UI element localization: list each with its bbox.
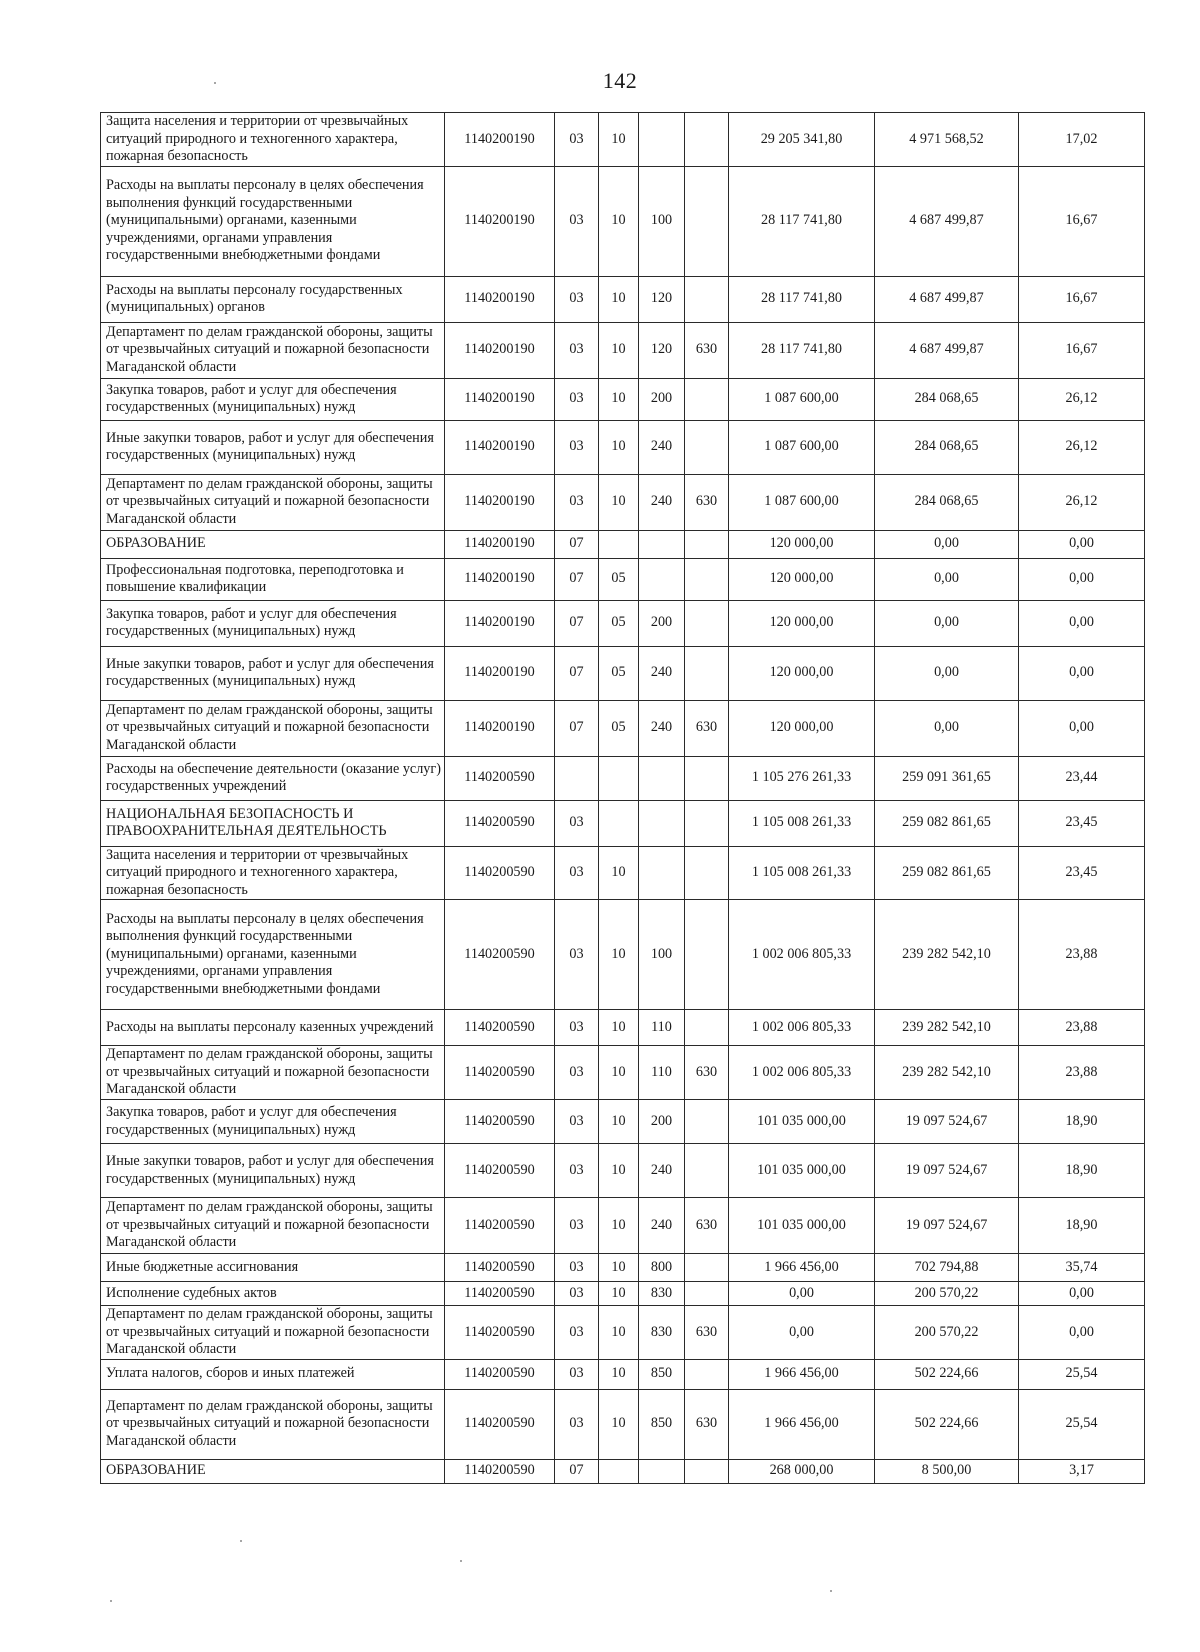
table-row (101, 166, 1145, 276)
row-approved-amount: 268 000,00 (729, 1459, 875, 1483)
row-target-article-code: 1140200190 (445, 600, 555, 646)
row-executed-amount: 259 082 861,65 (875, 800, 1019, 846)
row-description: Департамент по делам гражданской обороны, защиты от чрезвычайных ситуаций и пожарной безопасности Магаданской области (101, 1306, 445, 1360)
row-administrator-code (685, 600, 729, 646)
row-subsection-code: 10 (599, 378, 639, 420)
row-administrator-code (685, 420, 729, 474)
row-administrator-code (685, 756, 729, 800)
row-execution-percent: 26,12 (1019, 420, 1145, 474)
row-target-article-code: 1140200590 (445, 1459, 555, 1483)
row-description: Иные закупки товаров, работ и услуг для обеспечения государственных (муниципальных) нужд (101, 1144, 445, 1198)
row-execution-percent: 18,90 (1019, 1144, 1145, 1198)
row-subsection-code: 10 (599, 1389, 639, 1459)
row-description: Иные закупки товаров, работ и услуг для обеспечения государственных (муниципальных) нужд (101, 420, 445, 474)
scan-speck (240, 1540, 242, 1542)
row-target-article-code: 1140200190 (445, 646, 555, 700)
row-expense-type-code: 110 (639, 1046, 685, 1100)
row-target-article-code: 1140200590 (445, 1046, 555, 1100)
row-section-code: 07 (555, 600, 599, 646)
row-executed-amount: 0,00 (875, 600, 1019, 646)
row-section-code: 03 (555, 1046, 599, 1100)
row-executed-amount: 0,00 (875, 700, 1019, 756)
row-target-article-code: 1140200190 (445, 700, 555, 756)
row-section-code: 07 (555, 558, 599, 600)
row-section-code: 03 (555, 276, 599, 322)
row-executed-amount: 284 068,65 (875, 474, 1019, 530)
row-approved-amount: 120 000,00 (729, 646, 875, 700)
row-section-code: 03 (555, 420, 599, 474)
row-execution-percent: 16,67 (1019, 322, 1145, 378)
row-administrator-code (685, 276, 729, 322)
page-number: 142 (602, 68, 638, 93)
row-description: Иные закупки товаров, работ и услуг для обеспечения государственных (муниципальных) нужд (101, 646, 445, 700)
row-description: Расходы на выплаты персоналу государственных (муниципальных) органов (101, 276, 445, 322)
row-executed-amount: 8 500,00 (875, 1459, 1019, 1483)
table-row (101, 1459, 1145, 1483)
row-subsection-code: 10 (599, 1046, 639, 1100)
row-executed-amount: 284 068,65 (875, 378, 1019, 420)
row-description: Расходы на выплаты персоналу казенных учреждений (101, 1010, 445, 1046)
row-administrator-code: 630 (685, 474, 729, 530)
table-row (101, 1282, 1145, 1306)
budget-execution-table (100, 112, 1145, 1484)
row-target-article-code: 1140200590 (445, 1198, 555, 1254)
row-subsection-code: 10 (599, 1359, 639, 1389)
row-section-code: 03 (555, 1389, 599, 1459)
row-execution-percent: 23,45 (1019, 846, 1145, 900)
row-administrator-code (685, 1144, 729, 1198)
row-executed-amount: 200 570,22 (875, 1306, 1019, 1360)
row-administrator-code: 630 (685, 700, 729, 756)
row-expense-type-code: 100 (639, 166, 685, 276)
row-section-code: 07 (555, 700, 599, 756)
row-section-code: 03 (555, 1010, 599, 1046)
row-subsection-code: 10 (599, 1282, 639, 1306)
row-execution-percent: 0,00 (1019, 600, 1145, 646)
row-approved-amount: 1 002 006 805,33 (729, 900, 875, 1010)
row-execution-percent: 23,44 (1019, 756, 1145, 800)
scan-speck (460, 1560, 462, 1562)
row-section-code: 03 (555, 900, 599, 1010)
row-execution-percent: 0,00 (1019, 700, 1145, 756)
row-expense-type-code: 830 (639, 1282, 685, 1306)
row-section-code: 03 (555, 1254, 599, 1282)
row-subsection-code: 10 (599, 1198, 639, 1254)
row-executed-amount: 200 570,22 (875, 1282, 1019, 1306)
row-section-code: 03 (555, 113, 599, 167)
row-section-code: 03 (555, 378, 599, 420)
row-approved-amount: 101 035 000,00 (729, 1144, 875, 1198)
row-subsection-code: 10 (599, 1254, 639, 1282)
row-approved-amount: 1 966 456,00 (729, 1389, 875, 1459)
row-target-article-code: 1140200190 (445, 558, 555, 600)
row-description: Расходы на обеспечение деятельности (оказание услуг) государственных учреждений (101, 756, 445, 800)
row-executed-amount: 4 687 499,87 (875, 166, 1019, 276)
row-target-article-code: 1140200190 (445, 530, 555, 558)
row-execution-percent: 16,67 (1019, 166, 1145, 276)
row-description: Закупка товаров, работ и услуг для обеспечения государственных (муниципальных) нужд (101, 378, 445, 420)
row-target-article-code: 1140200590 (445, 846, 555, 900)
row-description: Расходы на выплаты персоналу в целях обеспечения выполнения функций государственными (муниципальными) органами, казенными учреждениями, органами управления государственными внебюджетными фондами (101, 900, 445, 1010)
table-row (101, 474, 1145, 530)
row-description: Департамент по делам гражданской обороны, защиты от чрезвычайных ситуаций и пожарной безопасности Магаданской области (101, 322, 445, 378)
row-administrator-code (685, 1359, 729, 1389)
row-subsection-code: 05 (599, 600, 639, 646)
row-approved-amount: 101 035 000,00 (729, 1100, 875, 1144)
row-subsection-code: 10 (599, 846, 639, 900)
row-description: Исполнение судебных актов (101, 1282, 445, 1306)
row-section-code: 03 (555, 1306, 599, 1360)
row-approved-amount: 0,00 (729, 1306, 875, 1360)
row-administrator-code (685, 113, 729, 167)
row-approved-amount: 1 966 456,00 (729, 1254, 875, 1282)
row-approved-amount: 28 117 741,80 (729, 322, 875, 378)
row-administrator-code (685, 646, 729, 700)
row-approved-amount: 1 087 600,00 (729, 420, 875, 474)
row-executed-amount: 4 687 499,87 (875, 322, 1019, 378)
row-target-article-code: 1140200190 (445, 322, 555, 378)
row-section-code: 03 (555, 1198, 599, 1254)
row-expense-type-code: 800 (639, 1254, 685, 1282)
row-subsection-code: 10 (599, 900, 639, 1010)
row-executed-amount: 0,00 (875, 530, 1019, 558)
row-expense-type-code: 200 (639, 378, 685, 420)
row-description: ОБРАЗОВАНИЕ (101, 530, 445, 558)
row-target-article-code: 1140200590 (445, 1254, 555, 1282)
row-execution-percent: 0,00 (1019, 1282, 1145, 1306)
table-row (101, 113, 1145, 167)
row-target-article-code: 1140200190 (445, 166, 555, 276)
row-description: Департамент по делам гражданской обороны, защиты от чрезвычайных ситуаций и пожарной безопасности Магаданской области (101, 1389, 445, 1459)
row-execution-percent: 26,12 (1019, 378, 1145, 420)
row-subsection-code: 05 (599, 558, 639, 600)
table-row (101, 700, 1145, 756)
scan-speck (110, 1600, 112, 1602)
row-approved-amount: 120 000,00 (729, 700, 875, 756)
row-execution-percent: 0,00 (1019, 558, 1145, 600)
row-subsection-code: 10 (599, 276, 639, 322)
table-row (101, 1046, 1145, 1100)
row-section-code: 03 (555, 1100, 599, 1144)
row-execution-percent: 35,74 (1019, 1254, 1145, 1282)
row-subsection-code: 10 (599, 420, 639, 474)
row-expense-type-code (639, 530, 685, 558)
row-subsection-code: 10 (599, 166, 639, 276)
row-executed-amount: 259 082 861,65 (875, 846, 1019, 900)
row-administrator-code: 630 (685, 322, 729, 378)
row-section-code: 07 (555, 646, 599, 700)
row-approved-amount: 1 966 456,00 (729, 1359, 875, 1389)
table-row (101, 1144, 1145, 1198)
row-expense-type-code: 240 (639, 474, 685, 530)
row-description: Закупка товаров, работ и услуг для обеспечения государственных (муниципальных) нужд (101, 600, 445, 646)
row-approved-amount: 120 000,00 (729, 600, 875, 646)
row-approved-amount: 120 000,00 (729, 530, 875, 558)
row-section-code: 03 (555, 846, 599, 900)
table-row (101, 1359, 1145, 1389)
table-row (101, 1010, 1145, 1046)
row-target-article-code: 1140200590 (445, 800, 555, 846)
row-approved-amount: 1 105 276 261,33 (729, 756, 875, 800)
row-description: Иные бюджетные ассигнования (101, 1254, 445, 1282)
row-administrator-code (685, 530, 729, 558)
table-row (101, 1100, 1145, 1144)
row-subsection-code (599, 756, 639, 800)
row-executed-amount: 239 282 542,10 (875, 900, 1019, 1010)
row-administrator-code (685, 166, 729, 276)
row-execution-percent: 23,88 (1019, 900, 1145, 1010)
row-executed-amount: 0,00 (875, 558, 1019, 600)
row-execution-percent: 0,00 (1019, 530, 1145, 558)
row-approved-amount: 28 117 741,80 (729, 166, 875, 276)
row-description: НАЦИОНАЛЬНАЯ БЕЗОПАСНОСТЬ И ПРАВООХРАНИТЕЛЬНАЯ ДЕЯТЕЛЬНОСТЬ (101, 800, 445, 846)
row-target-article-code: 1140200190 (445, 474, 555, 530)
row-target-article-code: 1140200590 (445, 1010, 555, 1046)
row-approved-amount: 0,00 (729, 1282, 875, 1306)
row-description: Закупка товаров, работ и услуг для обеспечения государственных (муниципальных) нужд (101, 1100, 445, 1144)
table-row (101, 756, 1145, 800)
row-target-article-code: 1140200590 (445, 1359, 555, 1389)
table-row (101, 846, 1145, 900)
row-expense-type-code: 200 (639, 1100, 685, 1144)
row-description: ОБРАЗОВАНИЕ (101, 1459, 445, 1483)
row-section-code (555, 756, 599, 800)
row-executed-amount: 4 971 568,52 (875, 113, 1019, 167)
row-expense-type-code (639, 1459, 685, 1483)
table-row (101, 322, 1145, 378)
row-expense-type-code: 830 (639, 1306, 685, 1360)
row-target-article-code: 1140200590 (445, 1144, 555, 1198)
row-description: Расходы на выплаты персоналу в целях обеспечения выполнения функций государственными (муниципальными) органами, казенными учреждениями, органами управления государственными внебюджетными фондами (101, 166, 445, 276)
table-row (101, 558, 1145, 600)
row-expense-type-code (639, 558, 685, 600)
row-target-article-code: 1140200590 (445, 900, 555, 1010)
row-section-code: 03 (555, 1282, 599, 1306)
row-expense-type-code: 850 (639, 1359, 685, 1389)
row-execution-percent: 26,12 (1019, 474, 1145, 530)
row-target-article-code: 1140200590 (445, 1100, 555, 1144)
row-execution-percent: 16,67 (1019, 276, 1145, 322)
table-row (101, 530, 1145, 558)
row-executed-amount: 239 282 542,10 (875, 1010, 1019, 1046)
row-subsection-code: 10 (599, 113, 639, 167)
row-execution-percent: 0,00 (1019, 646, 1145, 700)
table-row (101, 600, 1145, 646)
row-approved-amount: 29 205 341,80 (729, 113, 875, 167)
row-description: Департамент по делам гражданской обороны, защиты от чрезвычайных ситуаций и пожарной безопасности Магаданской области (101, 474, 445, 530)
row-execution-percent: 23,88 (1019, 1046, 1145, 1100)
row-executed-amount: 259 091 361,65 (875, 756, 1019, 800)
row-expense-type-code: 240 (639, 1144, 685, 1198)
row-subsection-code: 10 (599, 1144, 639, 1198)
table-body (101, 113, 1145, 1484)
row-administrator-code (685, 1010, 729, 1046)
row-subsection-code (599, 1459, 639, 1483)
row-description: Департамент по делам гражданской обороны, защиты от чрезвычайных ситуаций и пожарной безопасности Магаданской области (101, 700, 445, 756)
row-section-code: 03 (555, 1359, 599, 1389)
row-section-code: 03 (555, 800, 599, 846)
row-administrator-code: 630 (685, 1389, 729, 1459)
row-executed-amount: 502 224,66 (875, 1389, 1019, 1459)
row-target-article-code: 1140200590 (445, 1389, 555, 1459)
row-execution-percent: 23,45 (1019, 800, 1145, 846)
row-approved-amount: 28 117 741,80 (729, 276, 875, 322)
row-executed-amount: 19 097 524,67 (875, 1144, 1019, 1198)
row-expense-type-code: 200 (639, 600, 685, 646)
row-target-article-code: 1140200190 (445, 420, 555, 474)
row-expense-type-code: 120 (639, 322, 685, 378)
row-executed-amount: 284 068,65 (875, 420, 1019, 474)
table-row (101, 1389, 1145, 1459)
row-section-code: 03 (555, 1144, 599, 1198)
row-expense-type-code (639, 800, 685, 846)
row-approved-amount: 1 087 600,00 (729, 474, 875, 530)
row-description: Защита населения и территории от чрезвычайных ситуаций природного и техногенного характера, пожарная безопасность (101, 113, 445, 167)
row-approved-amount: 1 105 008 261,33 (729, 800, 875, 846)
row-section-code: 07 (555, 1459, 599, 1483)
row-executed-amount: 702 794,88 (875, 1254, 1019, 1282)
row-administrator-code: 630 (685, 1046, 729, 1100)
row-approved-amount: 1 002 006 805,33 (729, 1046, 875, 1100)
row-section-code: 03 (555, 166, 599, 276)
row-administrator-code (685, 558, 729, 600)
row-expense-type-code: 240 (639, 1198, 685, 1254)
row-description: Защита населения и территории от чрезвычайных ситуаций природного и техногенного характера, пожарная безопасность (101, 846, 445, 900)
row-administrator-code (685, 800, 729, 846)
row-subsection-code: 10 (599, 474, 639, 530)
row-expense-type-code (639, 113, 685, 167)
row-expense-type-code: 240 (639, 420, 685, 474)
row-target-article-code: 1140200590 (445, 1306, 555, 1360)
row-approved-amount: 1 087 600,00 (729, 378, 875, 420)
row-subsection-code: 10 (599, 1010, 639, 1046)
row-expense-type-code: 110 (639, 1010, 685, 1046)
row-administrator-code (685, 1459, 729, 1483)
row-subsection-code: 05 (599, 700, 639, 756)
row-executed-amount: 19 097 524,67 (875, 1198, 1019, 1254)
row-executed-amount: 0,00 (875, 646, 1019, 700)
row-expense-type-code: 240 (639, 646, 685, 700)
row-expense-type-code (639, 756, 685, 800)
row-execution-percent: 25,54 (1019, 1389, 1145, 1459)
row-section-code: 07 (555, 530, 599, 558)
row-expense-type-code: 850 (639, 1389, 685, 1459)
row-description: Уплата налогов, сборов и иных платежей (101, 1359, 445, 1389)
row-administrator-code (685, 900, 729, 1010)
row-description: Департамент по делам гражданской обороны, защиты от чрезвычайных ситуаций и пожарной безопасности Магаданской области (101, 1198, 445, 1254)
row-execution-percent: 17,02 (1019, 113, 1145, 167)
row-target-article-code: 1140200590 (445, 1282, 555, 1306)
table-row (101, 900, 1145, 1010)
row-execution-percent: 23,88 (1019, 1010, 1145, 1046)
table-row (101, 800, 1145, 846)
scan-speck (214, 82, 216, 84)
row-executed-amount: 4 687 499,87 (875, 276, 1019, 322)
row-target-article-code: 1140200190 (445, 113, 555, 167)
row-administrator-code (685, 1254, 729, 1282)
row-approved-amount: 1 002 006 805,33 (729, 1010, 875, 1046)
row-administrator-code: 630 (685, 1306, 729, 1360)
row-administrator-code (685, 378, 729, 420)
row-subsection-code: 10 (599, 1100, 639, 1144)
row-execution-percent: 18,90 (1019, 1100, 1145, 1144)
row-approved-amount: 1 105 008 261,33 (729, 846, 875, 900)
table-row (101, 378, 1145, 420)
row-approved-amount: 120 000,00 (729, 558, 875, 600)
row-description: Профессиональная подготовка, переподготовка и повышение квалификации (101, 558, 445, 600)
row-administrator-code (685, 1100, 729, 1144)
row-administrator-code: 630 (685, 1198, 729, 1254)
row-administrator-code (685, 1282, 729, 1306)
row-section-code: 03 (555, 474, 599, 530)
table-row (101, 420, 1145, 474)
row-expense-type-code: 240 (639, 700, 685, 756)
row-target-article-code: 1140200190 (445, 378, 555, 420)
table-row (101, 1198, 1145, 1254)
row-subsection-code (599, 800, 639, 846)
row-description: Департамент по делам гражданской обороны, защиты от чрезвычайных ситуаций и пожарной безопасности Магаданской области (101, 1046, 445, 1100)
row-target-article-code: 1140200590 (445, 756, 555, 800)
row-executed-amount: 502 224,66 (875, 1359, 1019, 1389)
row-execution-percent: 18,90 (1019, 1198, 1145, 1254)
row-expense-type-code: 120 (639, 276, 685, 322)
row-execution-percent: 0,00 (1019, 1306, 1145, 1360)
row-subsection-code: 10 (599, 1306, 639, 1360)
scan-speck (830, 1590, 832, 1592)
row-expense-type-code: 100 (639, 900, 685, 1010)
row-expense-type-code (639, 846, 685, 900)
row-approved-amount: 101 035 000,00 (729, 1198, 875, 1254)
row-target-article-code: 1140200190 (445, 276, 555, 322)
row-administrator-code (685, 846, 729, 900)
row-subsection-code: 05 (599, 646, 639, 700)
table-row (101, 276, 1145, 322)
table-row (101, 1306, 1145, 1360)
row-subsection-code (599, 530, 639, 558)
row-subsection-code: 10 (599, 322, 639, 378)
row-section-code: 03 (555, 322, 599, 378)
row-execution-percent: 3,17 (1019, 1459, 1145, 1483)
row-execution-percent: 25,54 (1019, 1359, 1145, 1389)
table-row (101, 646, 1145, 700)
row-executed-amount: 19 097 524,67 (875, 1100, 1019, 1144)
table-row (101, 1254, 1145, 1282)
row-executed-amount: 239 282 542,10 (875, 1046, 1019, 1100)
